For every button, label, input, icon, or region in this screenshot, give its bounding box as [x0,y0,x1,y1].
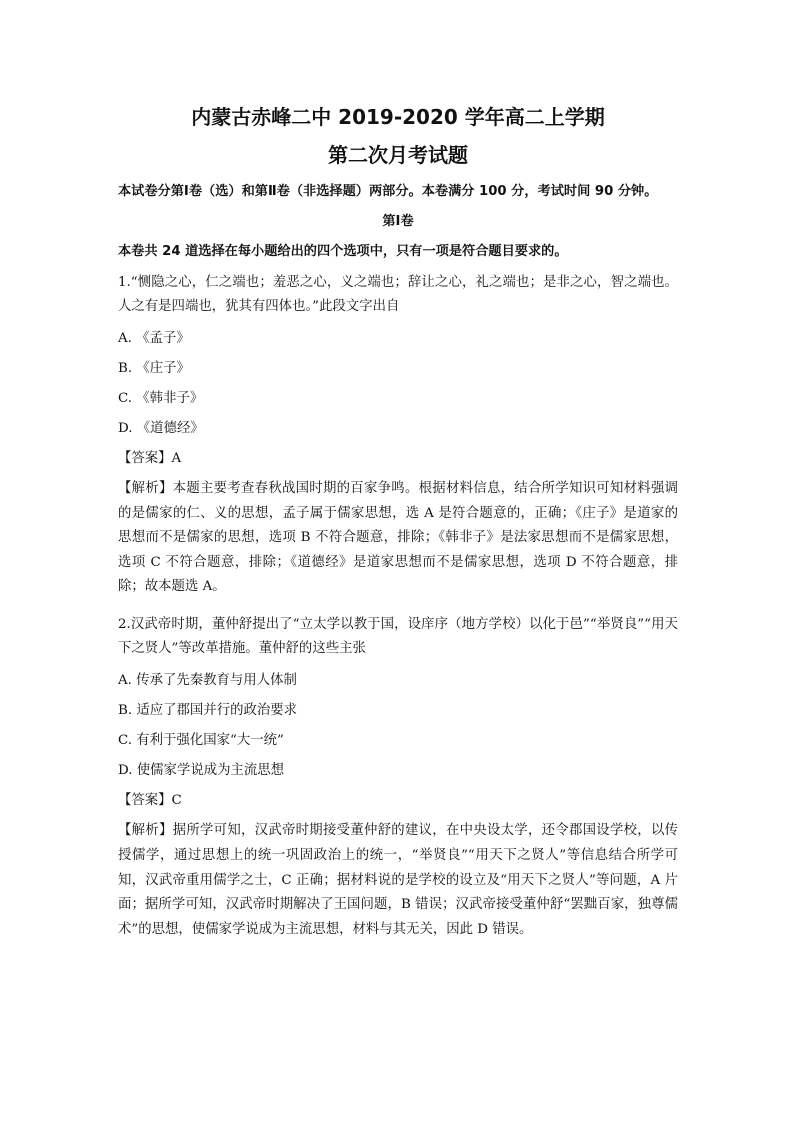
section-instruction: 本卷共 24 道选择在每小题给出的四个选项中，只有一项是符合题目要求的。 [118,244,568,259]
exam-intro: 本试卷分第Ⅰ卷（选）和第Ⅱ卷（非选择题）两部分。本卷满分 100 分，考试时间 90 分钟。 [118,184,658,199]
option-b: B. 《庄子》 [118,361,190,376]
question-1 [118,271,678,600]
analysis: 【解析】据所学可知，汉武帝时期接受董仲舒的建议，在中央设太学，还令郡国设学校，以传授儒学，通过思想上的统一巩固政治上的统一，“举贤良”“用天下之贤人”等信息结合所学可知，汉武帝重用儒学之士，C 正确；据材料说的是学校的设立及“用天下之贤人”等问题，A 片面；据所学可知，汉武帝时期解决了王国问题，B 错误；汉武帝接受董仲舒“罢黜百家，独尊儒术”的思想，使儒家学说成为主流思想，材料与其无关，因此 D 错误。 [118,823,678,937]
document-title: 内蒙古赤峰二中 2019-2020 学年高二上学期 [191,105,605,129]
document-subtitle: 第二次月考试题 [328,143,468,167]
option-a: A. 传承了先秦教育与用人体制 [118,673,297,689]
option-d: D. 《道德经》 [118,421,204,436]
section-title: 第Ⅰ卷 [382,214,414,229]
answer: 【答案】C [118,793,182,809]
analysis: 【解析】本题主要考查春秋战国时期的百家争鸣。根据材料信息，结合所学知识可知材料强调的是儒家的仁、义的思想，孟子属于儒家思想，选 A 是符合题意的，正确；《庄子》是道家的思想而不是儒家的思想，选项 B 不符合题意，排除；《韩非子》是法家思想而不是儒家思想，选项 C 不符合题意，排除；《道德经》是道家思想而不是儒家思想，选项 D 不符合题意，排除；故本题选 A。 [118,481,678,595]
answer: 【答案】A [118,451,182,466]
option-d: D. 使儒家学说成为主流思想 [118,763,285,779]
option-c: C. 有利于强化国家“大一统” [118,733,284,749]
question-2 [118,613,678,942]
question-stem: 1.“恻隐之心，仁之端也；羞恶之心，义之端也；辞让之心，礼之端也；是非之心，智之端也。人之有是四端也，犹其有四体也。”此段文字出自 [118,275,678,314]
document-content [118,103,678,956]
option-a: A. 《孟子》 [118,331,190,346]
option-c: C. 《韩非子》 [118,391,204,406]
question-stem: 2.汉武帝时期，董仲舒提出了“立太学以教于国，设庠序（地方学校）以化于邑”“举贤良”“用天下之贤人”等改革措施。董仲舒的这些主张 [118,617,678,657]
option-b: B. 适应了郡国并行的政治要求 [118,703,298,719]
